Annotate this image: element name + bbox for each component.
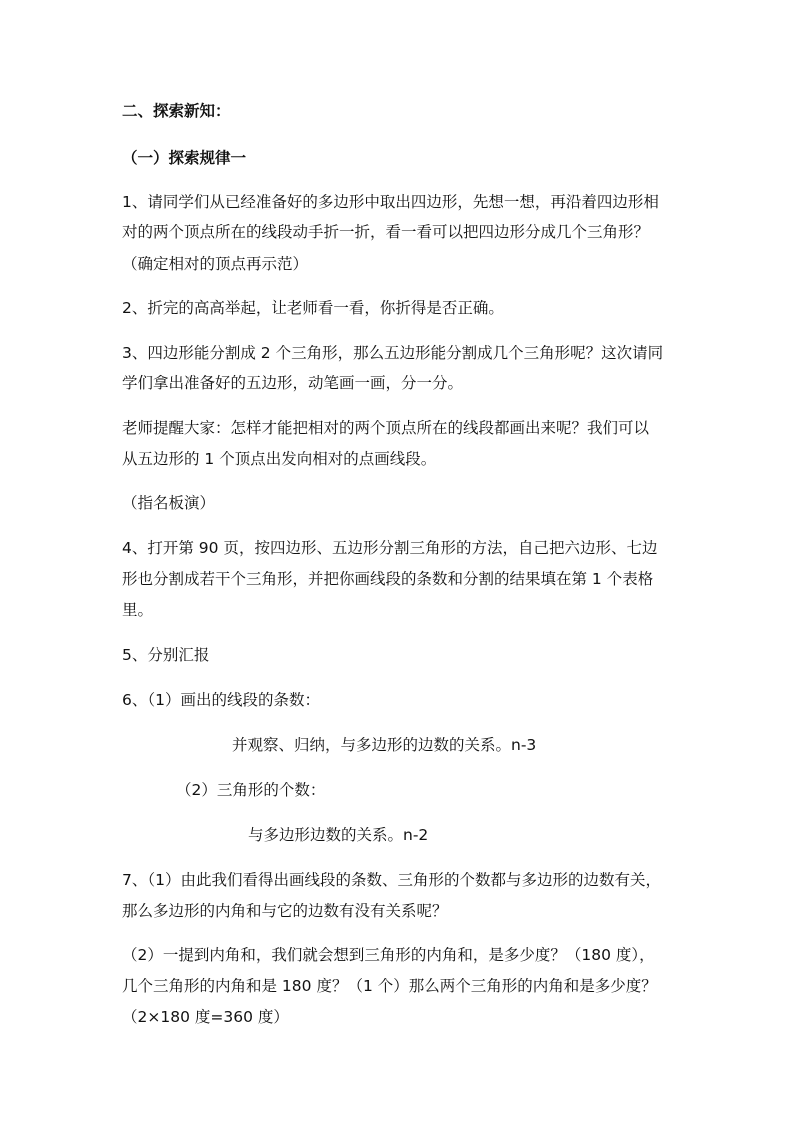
paragraph-line: 从五边形的 1 个顶点出发向相对的点画线段。 [122,450,437,468]
paragraph-line: （确定相对的顶点再示范） [122,255,309,273]
paragraph-line: 几个三角形的内角和是 180 度？（1 个）那么两个三角形的内角和是多少度？ [122,977,657,995]
paragraph-line: 3、四边形能分割成 2 个三角形，那么五边形能分割成几个三角形呢？这次请同 [122,344,664,362]
paragraph-line: 对的两个顶点所在的线段动手折一折，看一看可以把四边形分成几个三角形？ [122,223,650,241]
paragraph-line: 学们拿出准备好的五边形，动笔画一画，分一分。 [122,374,464,392]
paragraph-line: 4、打开第 90 页，按四边形、五边形分割三角形的方法，自己把六边形、七边 [122,539,658,557]
paragraph-line: （指名板演） [122,494,216,512]
paragraph-line: 5、分别汇报 [122,646,210,664]
paragraph-line: 形也分割成若干个三角形，并把你画线段的条数和分割的结果填在第 1 个表格 [122,570,654,588]
paragraph-line: 7、（1）由此我们看得出画线段的条数、三角形的个数都与多边形的边数有关， [122,871,661,889]
paragraph-line: 1、请同学们从已经准备好的多边形中取出四边形，先想一想，再沿着四边形相 [122,193,659,211]
paragraph-line: 里。 [122,601,154,619]
paragraph-line: （2×180 度=360 度） [122,1008,289,1026]
paragraph-line: 与多边形边数的关系。n-2 [248,826,429,844]
subsection-heading: （一）探索规律一 [122,149,247,167]
paragraph-line: 2、折完的高高举起，让老师看一看，你折得是否正确。 [122,299,504,317]
paragraph-line: 并观察、归纳，与多边形的边数的关系。n-3 [232,736,537,754]
paragraph-line: 老师提醒大家：怎样才能把相对的两个顶点所在的线段都画出来呢？我们可以 [122,419,650,437]
paragraph-line: （2）三角形的个数： [176,781,326,799]
section-heading: 二、探索新知： [122,102,231,120]
paragraph-line: （2）一提到内角和，我们就会想到三角形的内角和，是多少度？（180 度）， [122,946,655,964]
paragraph-line: 那么多边形的内角和与它的边数有没有关系呢？ [122,902,448,920]
paragraph-line: 6、（1）画出的线段的条数： [122,691,320,709]
